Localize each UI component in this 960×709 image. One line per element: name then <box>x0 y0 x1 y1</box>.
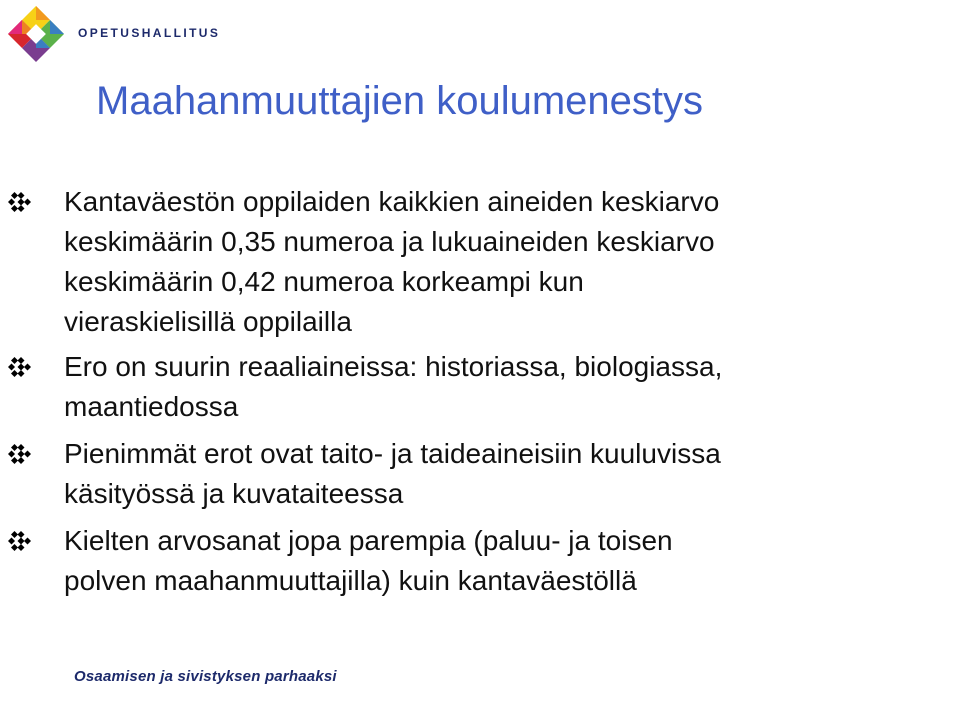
bullet-line: Ero on suurin reaaliaineissa: historiassa, biologiassa, <box>64 351 723 382</box>
bullet-line: Kantaväestön oppilaiden kaikkien aineiden keskiarvo <box>64 186 720 217</box>
four-diamond-bullet-icon <box>8 192 34 212</box>
bullet-line: Pienimmät erot ovat taito- ja taideaineisiin kuuluvissa <box>64 438 721 469</box>
bullet-line: keskimäärin 0,42 numeroa korkeampi kun <box>64 266 584 297</box>
bullet-line: Kielten arvosanat jopa parempia (paluu- ja toisen <box>64 525 673 556</box>
four-diamond-bullet-icon <box>8 531 34 551</box>
bullet-item <box>0 347 960 427</box>
logo-wordmark: OPETUSHALLITUS <box>78 26 221 40</box>
bullet-line: keskimäärin 0,35 numeroa ja lukuaineiden keskiarvo <box>64 226 715 257</box>
bullet-line: polven maahanmuuttajilla) kuin kantaväestöllä <box>64 565 637 596</box>
bullet-list <box>0 182 960 601</box>
opetushallitus-logo <box>6 4 221 64</box>
bullet-item <box>0 434 960 514</box>
bullet-line: maantiedossa <box>64 391 239 422</box>
bullet-line: vieraskielisillä oppilailla <box>64 306 352 337</box>
bullet-item <box>0 182 960 342</box>
four-diamond-bullet-icon <box>8 444 34 464</box>
slide-title: Maahanmuuttajien koulumenestys <box>96 79 704 123</box>
bullet-line: käsityössä ja kuvataiteessa <box>64 478 404 509</box>
four-diamond-bullet-icon <box>8 357 34 377</box>
diamond-kaleidoscope-logo-icon <box>6 4 66 64</box>
footer-slogan: Osaamisen ja sivistyksen parhaaksi <box>74 668 337 685</box>
bullet-item <box>0 521 960 601</box>
